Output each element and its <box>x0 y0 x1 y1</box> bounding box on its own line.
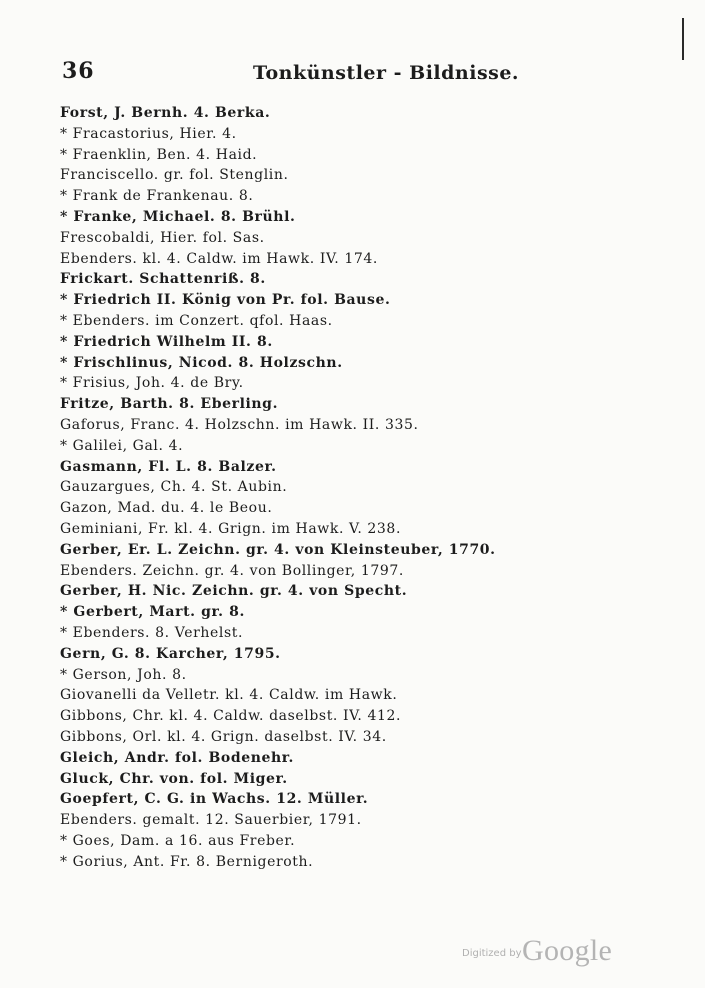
entry-line: * Ebenders. 8. Verhelst. <box>60 624 244 641</box>
entry-line: * Friedrich Wilhelm II. 8. <box>60 333 273 350</box>
entry-line: Gerber, Er. L. Zeichn. gr. 4. von Kleinsteuber, 1770. <box>60 541 496 558</box>
entry-line: * Friedrich II. König von Pr. fol. Bause. <box>60 292 391 309</box>
entry-line: Gauzargues, Ch. 4. St. Aubin. <box>60 479 288 496</box>
entry-line: * Gorius, Ant. Fr. 8. Bernigeroth. <box>60 853 314 870</box>
entry-line: Frescobaldi, Hier. fol. Sas. <box>60 229 265 246</box>
entry-line: * Ebenders. im Conzert. qfol. Haas. <box>60 312 333 329</box>
entry-line: Geminiani, Fr. kl. 4. Grign. im Hawk. V. 238. <box>60 520 401 537</box>
entry-line: Gazon, Mad. du. 4. le Beou. <box>60 500 273 517</box>
entry-line: Ebenders. kl. 4. Caldw. im Hawk. IV. 174. <box>60 250 378 267</box>
entry-line: * Gerson, Joh. 8. <box>60 666 187 683</box>
entry-line: Gerber, H. Nic. Zeichn. gr. 4. von Specht. <box>60 583 408 600</box>
entry-line: * Goes, Dam. a 16. aus Freber. <box>60 832 296 849</box>
entry-line: Gleich, Andr. fol. Bodenehr. <box>60 749 294 766</box>
entry-line: Franciscello. gr. fol. Stenglin. <box>60 167 289 184</box>
entry-line: * Franke, Michael. 8. Brühl. <box>60 208 296 225</box>
entry-line: Gern, G. 8. Karcher, 1795. <box>60 645 281 662</box>
entry-line: Ebenders. gemalt. 12. Sauerbier, 1791. <box>60 812 362 829</box>
entry-line: Forst, J. Bernh. 4. Berka. <box>60 105 271 121</box>
running-head: Tonkünstler - Bildnisse. <box>253 62 520 84</box>
entry-line: Gaforus, Franc. 4. Holzschn. im Hawk. II. 335. <box>60 416 419 433</box>
entry-line: Frickart. Schattenriß. 8. <box>60 271 266 288</box>
digitized-by-label: Digitized by <box>462 948 522 959</box>
entry-line: * Frischlinus, Nicod. 8. Holzschn. <box>60 354 343 371</box>
entry-line: * Fracastorius, Hier. 4. <box>60 125 237 142</box>
page-number: 36 <box>62 58 95 84</box>
entry-line: Ebenders. Zeichn. gr. 4. von Bollinger, 1797. <box>60 562 404 579</box>
entry-line: * Frisius, Joh. 4. de Bry. <box>60 375 244 392</box>
entry-line: * Galilei, Gal. 4. <box>60 437 184 454</box>
margin-mark <box>682 18 684 60</box>
entry-line: * Gerbert, Mart. gr. 8. <box>60 604 245 621</box>
entry-line: Gasmann, Fl. L. 8. Balzer. <box>60 458 277 475</box>
digitization-footer <box>462 936 622 968</box>
entry-line: Goepfert, C. G. in Wachs. 12. Müller. <box>60 791 369 808</box>
entry-line: Gibbons, Chr. kl. 4. Caldw. daselbst. IV. 412. <box>60 708 402 725</box>
entry-line: Gluck, Chr. von. fol. Miger. <box>60 770 288 787</box>
entry-line: * Frank de Frankenau. 8. <box>60 188 254 205</box>
entry-line: Fritze, Barth. 8. Eberling. <box>60 396 279 413</box>
google-logo: Google <box>522 934 613 967</box>
entry-list <box>60 103 540 872</box>
entry-line: Giovanelli da Velletr. kl. 4. Caldw. im Hawk. <box>60 687 398 704</box>
entry-line: * Fraenklin, Ben. 4. Haid. <box>60 146 258 163</box>
entry-line: Gibbons, Orl. kl. 4. Grign. daselbst. IV. 34. <box>60 728 387 745</box>
